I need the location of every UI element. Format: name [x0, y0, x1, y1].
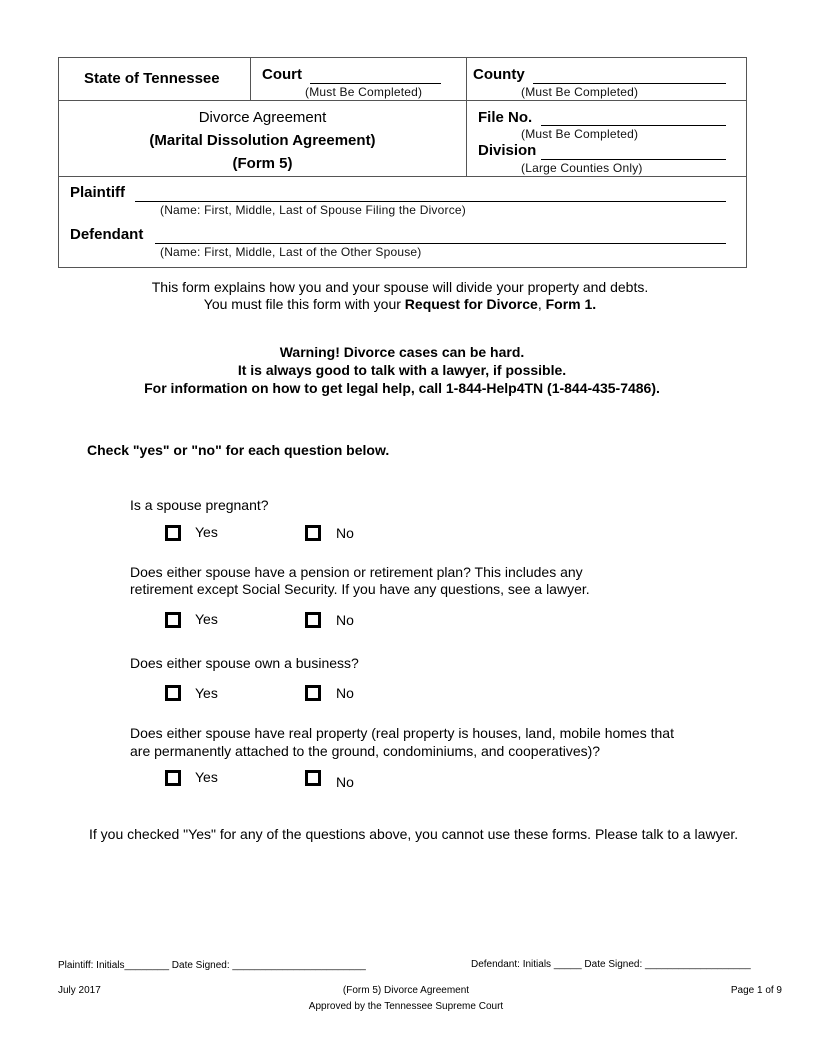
- file-no-label: File No.: [478, 109, 533, 126]
- form-title: Divorce Agreement: [198, 109, 327, 126]
- county-hint: (Must Be Completed): [521, 85, 639, 99]
- intro-comma: ,: [537, 296, 546, 312]
- question-pregnant: Is a spouse pregnant?: [130, 497, 269, 513]
- intro-line-2: [0, 296, 800, 313]
- checkbox-label: No: [336, 685, 354, 701]
- file-no-hint: (Must Be Completed): [521, 127, 639, 141]
- county-label: County: [473, 66, 525, 83]
- question-real-property: Does either spouse have real property (real property is houses, land, mobile homes that: [130, 725, 674, 741]
- intro-text: You must file this form with your: [203, 296, 405, 312]
- court-label: Court: [262, 66, 302, 83]
- checkbox-label: Yes: [195, 769, 218, 785]
- checkbox-label: Yes: [195, 611, 218, 627]
- file-no-field[interactable]: [541, 125, 726, 126]
- state-label: State of Tennessee: [84, 70, 220, 87]
- defendant-label: Defendant: [70, 226, 144, 243]
- question-real-property-cont: are permanently attached to the ground, condominiums, and cooperatives)?: [130, 743, 601, 759]
- division-hint: (Large Counties Only): [521, 161, 643, 175]
- divider: [59, 100, 746, 101]
- defendant-name-field[interactable]: [155, 243, 726, 244]
- pension-yes-checkbox[interactable]: [165, 612, 181, 628]
- real-property-no-checkbox[interactable]: [305, 770, 321, 786]
- divider: [250, 58, 251, 100]
- plaintiff-name-field[interactable]: [135, 201, 726, 202]
- divider: [59, 176, 746, 177]
- real-property-yes-checkbox[interactable]: [165, 770, 181, 786]
- form-subtitle: (Marital Dissolution Agreement): [149, 132, 376, 149]
- question-business: Does either spouse own a business?: [130, 655, 359, 671]
- closing-statement: If you checked "Yes" for any of the questions above, you cannot use these forms. Please talk to a lawyer.: [89, 826, 739, 842]
- business-no-checkbox[interactable]: [305, 685, 321, 701]
- defendant-hint: (Name: First, Middle, Last of the Other Spouse): [160, 245, 422, 259]
- business-yes-checkbox[interactable]: [165, 685, 181, 701]
- form-number: (Form 5): [232, 155, 293, 172]
- checkbox-label: Yes: [195, 685, 218, 701]
- page-number: Page 1 of 9: [730, 985, 782, 996]
- checkbox-label: No: [336, 612, 354, 628]
- pension-no-checkbox[interactable]: [305, 612, 321, 628]
- footer-approval: Approved by the Tennessee Supreme Court: [308, 1001, 504, 1012]
- pregnant-yes-checkbox[interactable]: [165, 525, 181, 541]
- warning-line-3: For information on how to get legal help, call 1-844-Help4TN (1-844-435-7486).: [144, 380, 660, 396]
- checkbox-label: Yes: [195, 524, 218, 540]
- plaintiff-hint: (Name: First, Middle, Last of Spouse Filing the Divorce): [160, 203, 466, 217]
- division-field[interactable]: [541, 159, 726, 160]
- court-field[interactable]: [310, 83, 441, 84]
- warning-line-2: It is always good to talk with a lawyer, if possible.: [237, 362, 567, 378]
- question-pension: Does either spouse have a pension or retirement plan? This includes any: [130, 564, 583, 580]
- divider: [466, 58, 467, 176]
- county-field[interactable]: [533, 83, 726, 84]
- defendant-initials-line[interactable]: Defendant: Initials _____ Date Signed: ___________________: [471, 959, 751, 970]
- footer-form-name: (Form 5) Divorce Agreement: [342, 985, 470, 996]
- plaintiff-label: Plaintiff: [70, 184, 125, 201]
- plaintiff-initials-line[interactable]: Plaintiff: Initials________ Date Signed: ________________________: [58, 960, 366, 971]
- pregnant-no-checkbox[interactable]: [305, 525, 321, 541]
- court-hint: (Must Be Completed): [305, 85, 423, 99]
- question-pension-cont: retirement except Social Security. If you have any questions, see a lawyer.: [130, 581, 590, 597]
- checkbox-label: No: [336, 525, 354, 541]
- intro-line-1: This form explains how you and your spouse will divide your property and debts.: [151, 279, 649, 295]
- instruction: Check "yes" or "no" for each question below.: [87, 442, 390, 458]
- warning-line-1: Warning! Divorce cases can be hard.: [279, 344, 525, 360]
- request-for-divorce: Request for Divorce: [404, 296, 538, 312]
- checkbox-label: No: [336, 774, 354, 790]
- case-header-box: [58, 57, 747, 268]
- form-1-ref: Form 1.: [545, 296, 597, 312]
- revision-date: July 2017: [58, 985, 101, 996]
- division-label: Division: [478, 142, 537, 159]
